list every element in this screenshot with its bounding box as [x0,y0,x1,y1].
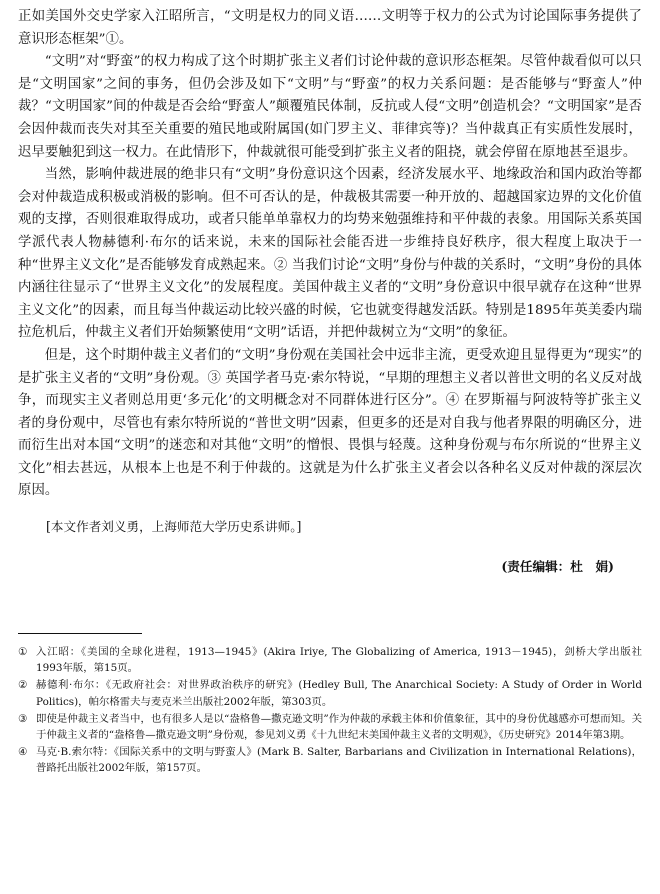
footnote [18,677,642,709]
footnote-number: ④ [18,746,28,759]
footnote [18,711,642,743]
footnote-number: ① [18,646,28,659]
footnote-number: ③ [18,712,28,725]
article-page [18,6,642,778]
paragraph-4: 但是，这个时期仲裁主义者们的“文明”身份观在美国社会中远非主流，更受欢迎且显得更为“现实”的是扩张主义者的“文明”身份观。③ 英国学者马克·索尔特说，“早期的理想主义者以普世文明的名义反对战争，而现实主义者则总用更‘多元化’的文明概念对不同群体进行区分”。④ 在罗斯福与阿波特等扩张主义者的身份观中，尽管也有索尔特所说的“普世文明”因素，但更多的还是对自我与他者界限的明确区分，进而衍生出对本国“文明”的迷恋和对其他“文明”的憎恨、畏惧与轻蔑。这种身份观与布尔所说的“世界主义文化”相去甚远，从根本上也是不利于仲裁的。这就是为什么扩张主义者会以各种名义反对仲裁的深层次原因。 [18,347,642,499]
footnote-text: 赫德利·布尔：《无政府社会：对世界政治秩序的研究》(Hedley Bull, The Anarchical Society: A Study of Order in World Politics)，帕尔格雷夫与麦克米兰出版社2002年版，第303页。 [36,679,642,708]
paragraph-3: 当然，影响仲裁进展的绝非只有“文明”身份意识这个因素，经济发展水平、地缘政治和国内政治等都会对仲裁造成积极或消极的影响。但不可否认的是，仲裁极其需要一种开放的、超越国家边界的文化价值观的支撑，否则很难取得成功，或者只能单单靠权力的均势来勉强维持和平仲裁的表象。用国际关系英国学派代表人物赫德利·布尔的话来说，未来的国际社会能否进一步维持良好秩序，很大程度上取决于一种“世界主义文化”是否能够发育成熟起来。② 当我们讨论“文明”身份与仲裁的关系时，“文明”身份的具体内涵往往显示了“世界主义文化”的发展程度。美国仲裁主义者的“文明”身份意识中很早就存在这种“世界主义文化”的因素，而且每当仲裁运动比较兴盛的时候，它也就变得越发活跃。特别是1895年英美委内瑞拉危机后，仲裁主义者们开始频繁使用“文明”话语，并把仲裁树立为“文明”的象征。 [18,167,642,341]
footnote [18,644,642,676]
paragraph-2: “文明”对“野蛮”的权力构成了这个时期扩张主义者们讨论仲裁的意识形态框架。尽管仲裁看似可以只是“文明国家”之间的事务，但仍会涉及如下“文明”与“野蛮”的权力关系问题：是否能够与“野蛮人”仲裁？“文明国家”间的仲裁是否会给“野蛮人”颠覆殖民体制，反抗或人侵“文明”创造机会？“文明国家”是否会因仲裁而丧失对其至关重要的殖民地或附属国(如门罗主义、菲律宾等)？当仲裁真正有实质性发展时，迟早要触犯到这一权力。在此情形下，仲裁就很可能受到扩张主义者的阻挠，就会停留在原地甚至退步。 [18,54,642,160]
footnote-number: ② [18,679,28,692]
footnote-text: 即使是仲裁主义者当中，也有很多人是以“盎格鲁—撒克逊文明”作为仲裁的承载主体和价值象征，其中的身份优越感亦可想而知。关于仲裁主义者的“盎格鲁—撒克逊文明”身份观，参见刘义勇《十九世纪末美国仲裁主义者的文明观》，《历史研究》2014年第3期。 [36,712,642,742]
footnote-text: 马克·B.索尔特：《国际关系中的文明与野蛮人》(Mark B. Salter, Barbarians and Civilization in International Relations)，普路托出版社2002年版，第157页。 [36,746,642,775]
footnote-divider [18,633,142,634]
editor-credit: (责任编辑：杜 娟) [501,559,614,575]
author-note: [本文作者刘义勇，上海师范大学历史系讲师。] [46,519,302,535]
footnotes [18,644,642,777]
footnote [18,744,642,776]
footnote-text: 入江昭：《美国的全球化进程，1913—1945》(Akira Iriye, The Globalizing of America, 1913－1945)，剑桥大学出版社1993年版，第15页。 [36,646,642,675]
paragraph-1: 正如美国外交史学家入江昭所言，“文明是权力的同义语……文明等于权力的公式为讨论国际事务提供了意识形态框架”①。 [18,9,642,47]
